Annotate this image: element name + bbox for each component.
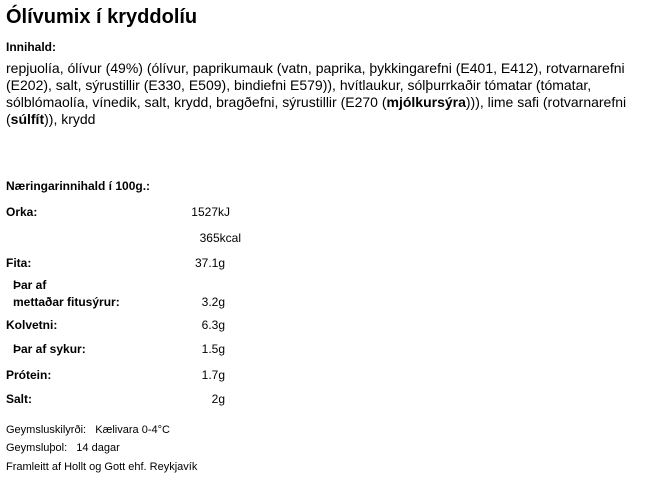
- product-title: Ólívumix í kryddolíu: [6, 6, 198, 28]
- storage-life: Geymsluþol: 14 dagar: [6, 442, 120, 454]
- energy-kcal-value: 365kcal: [199, 231, 241, 245]
- ingredients-segment: repjuolía, ólívur (49%) (ólívur, paprikumauk (vatn, paprika, þykkingarefni (E401, E412), rotvarnarefni (E202), salt, sýrustillir (E330, E509), bindiefni E579)), hvítlaukur, sólþurrkaðir tómatar (tómatar, sólblómaolía, vínedik, salt, krydd, bragðefni, sýrustillir (E270 (: [6, 60, 625, 110]
- producer-info: Framleitt af Hollt og Gott ehf. Reykjavík: [6, 461, 198, 473]
- energy-label: Orka:: [6, 205, 38, 219]
- carbs-label: Kolvetni:: [6, 318, 58, 332]
- ingredients-heading: Innihald:: [6, 40, 56, 54]
- salt-label: Salt:: [6, 392, 33, 406]
- protein-label: Prótein:: [6, 368, 52, 382]
- ingredients-segment: ))), lime safi (rotvarnarefni (: [6, 94, 627, 127]
- allergen-milk-acid: mjólkursýra: [386, 94, 466, 110]
- carbs-value: 6.3g: [201, 318, 225, 332]
- energy-kj-value: 1527kJ: [191, 205, 230, 219]
- sugar-value: 1.5g: [201, 342, 225, 356]
- sugar-label: Þar af sykur:: [13, 342, 86, 356]
- saturated-label-line2: mettaðar fitusýrur:: [13, 295, 120, 309]
- storage-condition: Geymsluskilyrði: Kælivara 0-4°C: [6, 424, 170, 436]
- protein-value: 1.7g: [201, 368, 225, 382]
- saturated-value: 3.2g: [201, 295, 225, 309]
- saturated-label-line1: Þar af: [13, 278, 47, 292]
- ingredients-segment: )), krydd: [44, 111, 96, 127]
- ingredients-text: [6, 60, 662, 128]
- allergen-sulfite: súlfít: [10, 111, 45, 127]
- fat-label: Fita:: [6, 256, 32, 270]
- nutrition-heading: Næringarinnihald í 100g.:: [6, 179, 151, 193]
- salt-value: 2g: [211, 392, 225, 406]
- fat-value: 37.1g: [194, 256, 225, 270]
